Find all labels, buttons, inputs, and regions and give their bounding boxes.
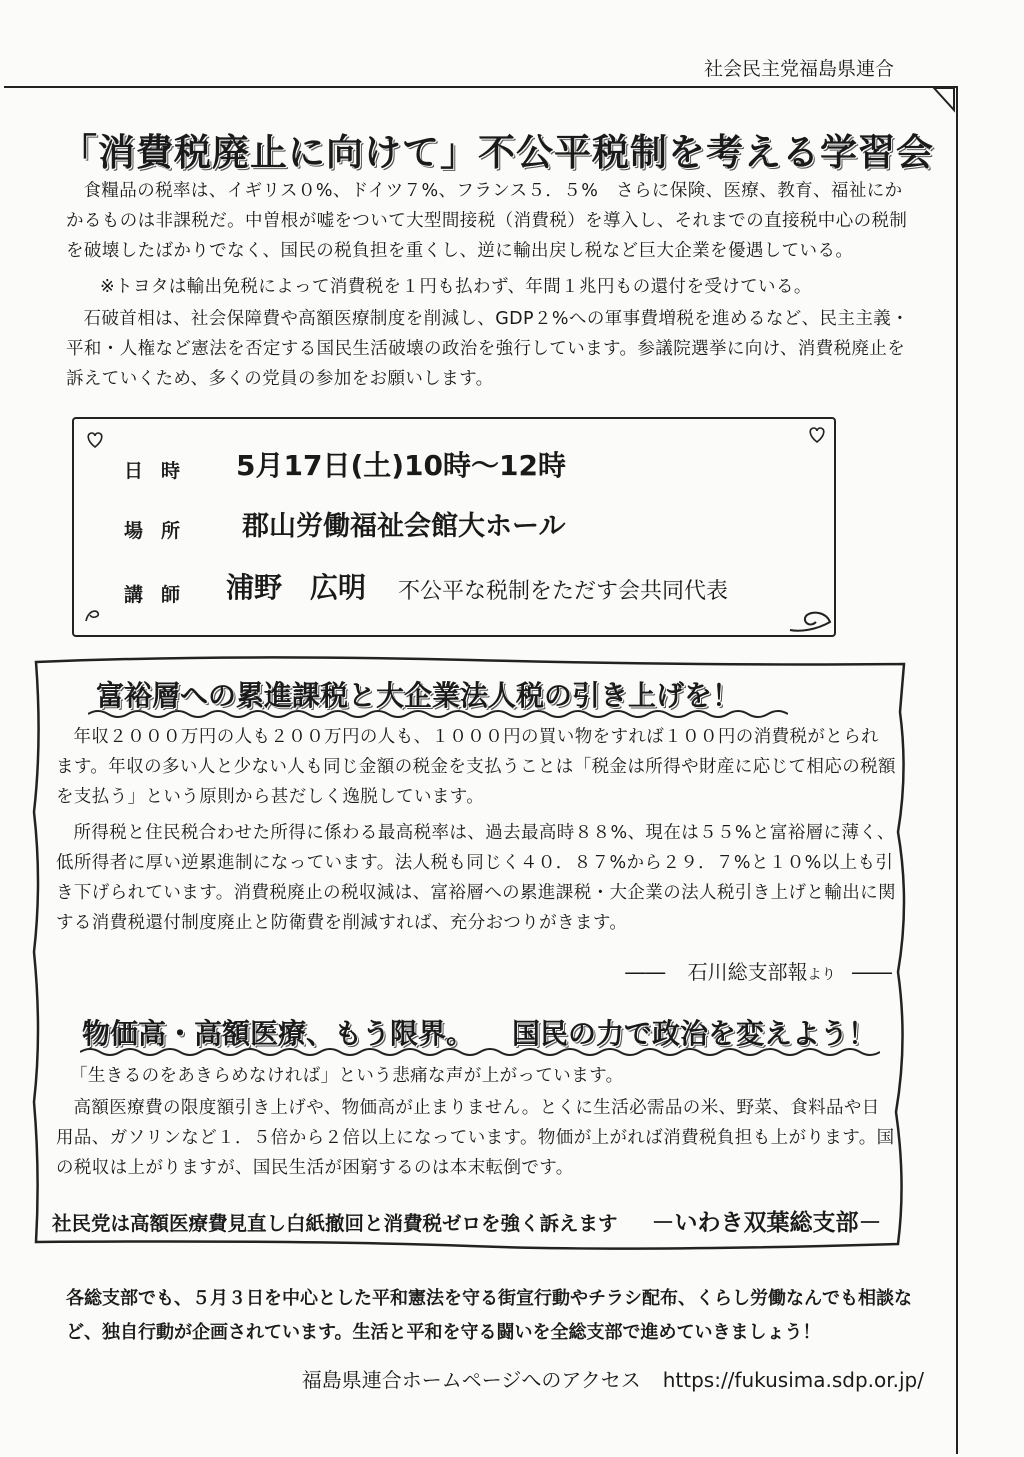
event-speaker: 浦野 広明 [226,571,367,604]
source-dash-left: ―― [625,960,666,984]
organization-name: 社会民主党福島県連合 [703,58,894,80]
intro-paragraph-2: 石破首相は、社会保障費や高額医療制度を削減し、GDP２%への軍事費増税を進めるなど、民主主義・平和・人権など憲法を否定する国民生活破壊の政治を強行しています。参議院選挙に向け、消費税廃止を訴えていくため、多くの党員の参加をお願いします。 [66,309,910,389]
event-place: 郡山労働福祉会館大ホール [242,511,566,542]
section2-heading-left: 物価高・高額医療、もう限界。 [82,1017,475,1050]
source-name: 石川総支部報 [687,960,808,984]
heart-doodle-icon [806,423,828,445]
wavy-underline [88,708,788,720]
section1-paragraph-1: 年収２０００万円の人も２００万円の人も、１０００円の買い物をすれば１００円の消費税がとられます。年収の多い人と少ない人も同じ金額の税金を支払うことは「税金は所得や財産に応じて相応の税額を支払う」という原則から甚だしく逸脱しています。 [56,727,896,807]
section2-paragraph-1: 「生きるのをあきらめなければ」という悲痛な声が上がっています。 [70,1066,624,1086]
heart-doodle-icon [84,428,106,450]
section2-heading-right: 国民の力で政治を変えよう！ [512,1017,877,1050]
source-suffix: より [807,967,836,983]
event-date-label: 日時 [124,460,199,482]
folded-corner-mark [932,86,960,114]
section2-paragraph-2: 高額医療費の限度額引き上げや、物価高が止まりません。とくに生活必需品の米、野菜、食料品や日用品、ガソリンなど１．５倍から２倍以上になっています。物価が上がれば消費税負担も上がります。国の税収は上がりますが、国民生活が困窮するのは本末転倒です。 [56,1098,895,1178]
event-date: 5月17日(土)10時～12時 [236,449,566,482]
closing-statement: 社民党は高額医療費見直し白紙撤回と消費税ゼロを強く訴えます [52,1212,618,1235]
scroll-curl-doodle-icon [786,602,836,636]
homepage-label: 福島県連合ホームページへのアクセス [301,1368,641,1392]
intro-paragraph-note: ※トヨタは輸出免税によって消費税を１円も払わず、年間１兆円もの還付を受けている。 [100,277,812,297]
source-dash-right: ―― [852,960,892,984]
homepage-url-link[interactable]: https://fukusima.sdp.or.jp/ [662,1368,924,1392]
intro-paragraph-1: 食糧品の税率は、イギリス０%、ドイツ７%、フランス５．５% さらに保険、医療、教育、福祉にかかるものは非課税だ。中曽根が嘘をついて大型間接税（消費税）を導入し、それまでの直接税中心の税制を破壊したばかりでなく、国民の税負担を重くし、逆に輸出戻し税など巨大企業を優遇している。 [66,181,908,261]
wavy-underline [80,1046,880,1058]
event-speaker-label: 講師 [124,584,199,606]
section1-source [625,956,892,985]
section1-heading: 富裕層への累進課税と大企業法人税の引き上げを！ [96,679,741,712]
event-place-label: 場所 [124,520,199,542]
swirl-doodle-icon [82,603,104,625]
section1-paragraph-2: 所得税と住民税合わせた所得に係わる最高税率は、過去最高時８８%、現在は５５%と富裕層に薄く、低所得者に厚い逆累進制になっています。法人税も同じく４０．８７%から２９．７%と１０%以上も引き下げられています。消費税廃止の税収減は、富裕層への累進課税・大企業の法人税引き上げと輸出に関する消費税還付制度廃止と防衛費を削減すれば、充分おつりがきます。 [56,823,896,933]
footer-paragraph: 各総支部でも、５月３日を中心とした平和憲法を守る街宣行動やチラシ配布、くらし労働なんでも相談など、独自行動が企画されています。生活と平和を守る闘いを全総支部で進めていきましょう！ [66,1288,912,1343]
page-title: 「消費税廃止に向けて」不公平税制を考える学習会 [60,131,934,174]
footer-homepage [302,1364,924,1393]
closing-signature: －いわき双葉総支部－ [651,1210,882,1236]
event-speaker-role: 不公平な税制をただす会共同代表 [398,579,729,604]
section2-closing [52,1204,882,1237]
